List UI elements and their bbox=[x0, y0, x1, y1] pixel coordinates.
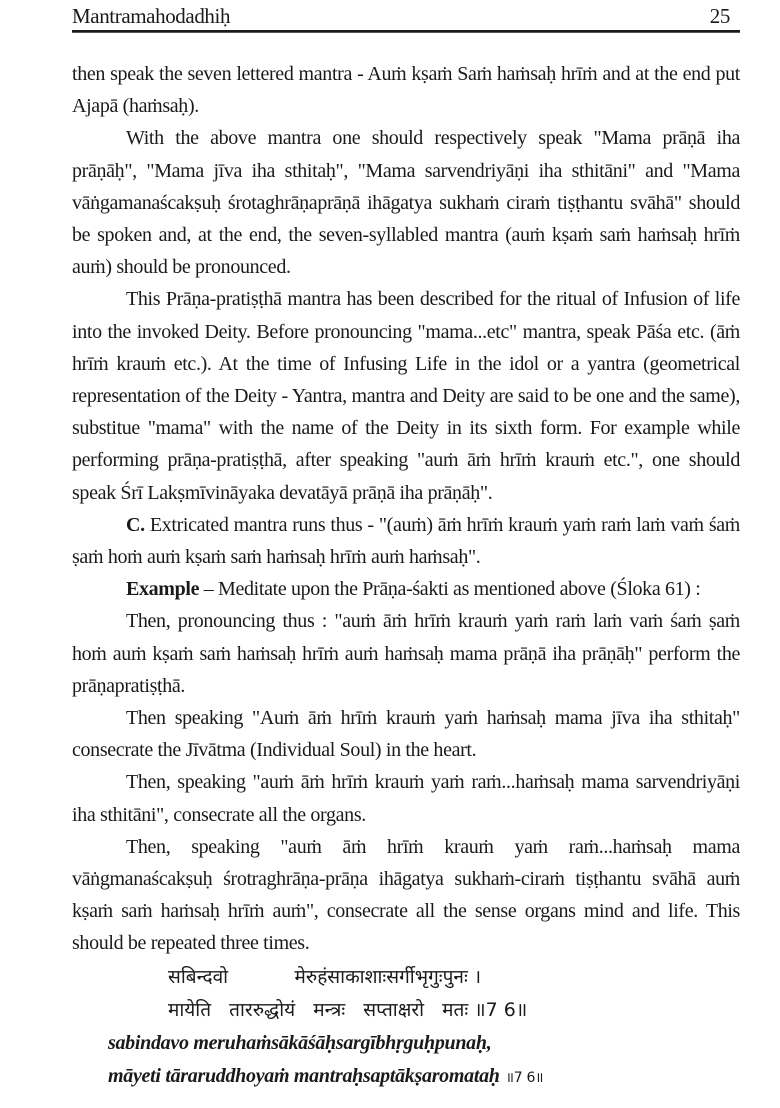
paragraph-continuation: then speak the seven lettered mantra - Auṁ kṣaṁ Saṁ haṁsaḥ hrīṁ and at the end put Ajapā (haṁsaḥ). bbox=[72, 63, 740, 118]
paragraph: Then, pronouncing thus : "auṁ āṁ hrīṁ krauṁ yaṁ raṁ laṁ vaṁ śaṁ ṣaṁ hoṁ auṁ kṣaṁ saṁ haṁsaḥ hrīṁ auṁ haṁsaḥ mama prāṇā iha prāṇāḥ" perform the prāṇapratiṣṭhā. bbox=[72, 610, 740, 697]
header-rule bbox=[72, 30, 740, 33]
verse-number: ॥7 6॥ bbox=[505, 1069, 544, 1086]
paragraph-example: Example – Meditate upon the Prāṇa-śakti as mentioned above (Śloka 61) : bbox=[126, 578, 701, 601]
sanskrit-verse bbox=[72, 962, 740, 1094]
devanagari-line: सबिन्दवो मेरुहंसाकाशाःसर्गीभृगुःपुनः । bbox=[168, 965, 482, 988]
paragraph: Then, speaking "auṁ āṁ hrīṁ krauṁ yaṁ raṁ...haṁsaḥ mama vāṅgmanaścakṣuḥ śrotraghrāṇa-prāṇa ihāgatya sukhaṁ-ciraṁ tiṣṭhantu svāhā auṁ kṣaṁ saṁ haṁsaḥ hrīṁ auṁ", consecrate all the sense organs mind and life. This should be repeated three times. bbox=[72, 835, 740, 955]
paragraph: This Prāṇa-pratiṣṭhā mantra has been described for the ritual of Infusion of life into the invoked Deity. Before pronouncing "mama...etc" mantra, speak Pāśa etc. (āṁ hrīṁ krauṁ etc.). At the time of Infusing Life in the idol or a yantra (geometrical representation of the Deity - Yantra, mantra and Deity are said to be one and the same), substitue "mama" with the name of the Deity in its sixth form. For example while performing prāṇa-pratiṣṭhā, after speaking "auṁ āṁ hrīṁ krauṁ etc.", one should speak Śrī Lakṣmīvināyaka devatāyā prāṇā iha prāṇāḥ". bbox=[72, 288, 740, 504]
section-label: C. bbox=[126, 513, 145, 536]
devanagari-line: मायेति ताररुद्धोयं मन्त्रः सप्ताक्षरो मतः ॥7 6॥ bbox=[168, 998, 528, 1021]
body-text bbox=[72, 58, 740, 960]
example-label: Example bbox=[126, 578, 200, 601]
book-page bbox=[72, 0, 740, 1094]
running-head bbox=[72, 0, 740, 38]
paragraph-extricated-mantra: C. Extricated mantra runs thus - "(auṁ) āṁ hrīṁ krauṁ yaṁ raṁ laṁ vaṁ śaṁ ṣaṁ hoṁ auṁ kṣaṁ saṁ haṁsaḥ hrīṁ auṁ haṁsaḥ". bbox=[72, 513, 740, 569]
paragraph: Then speaking "Auṁ āṁ hrīṁ krauṁ yaṁ haṁsaḥ mama jīva iha sthitaḥ" consecrate the Jīvātma (Individual Soul) in the heart. bbox=[72, 707, 740, 762]
book-title: Mantramahodadhiḥ bbox=[72, 4, 231, 28]
transliteration-line: māyeti tāraruddhoyaṁ mantraḥsaptākṣaromataḥ ॥7 6॥ bbox=[108, 1064, 544, 1087]
page-number: 25 bbox=[709, 4, 730, 28]
paragraph: Then, speaking "auṁ āṁ hrīṁ krauṁ yaṁ raṁ...haṁsaḥ mama sarvendriyāṇi iha sthitāni", consecrate all the organs. bbox=[72, 771, 740, 826]
transliteration-line: sabindavo meruhaṁsākāśāḥsargībhṛguḥpunaḥ, bbox=[108, 1031, 492, 1054]
paragraph: With the above mantra one should respectively speak "Mama prāṇā iha prāṇāḥ", "Mama jīva iha sthitaḥ", "Mama sarvendriyāṇi iha sthitāni" and "Mama vāṅgamanaścakṣuḥ śrotaghrāṇaprāṇā ihāgatya sukhaṁ ciraṁ tiṣṭhantu svāhā" should be spoken and, at the end, the seven-syllabled mantra (auṁ kṣaṁ saṁ haṁsaḥ hrīṁ auṁ) should be pronounced. bbox=[72, 127, 740, 279]
